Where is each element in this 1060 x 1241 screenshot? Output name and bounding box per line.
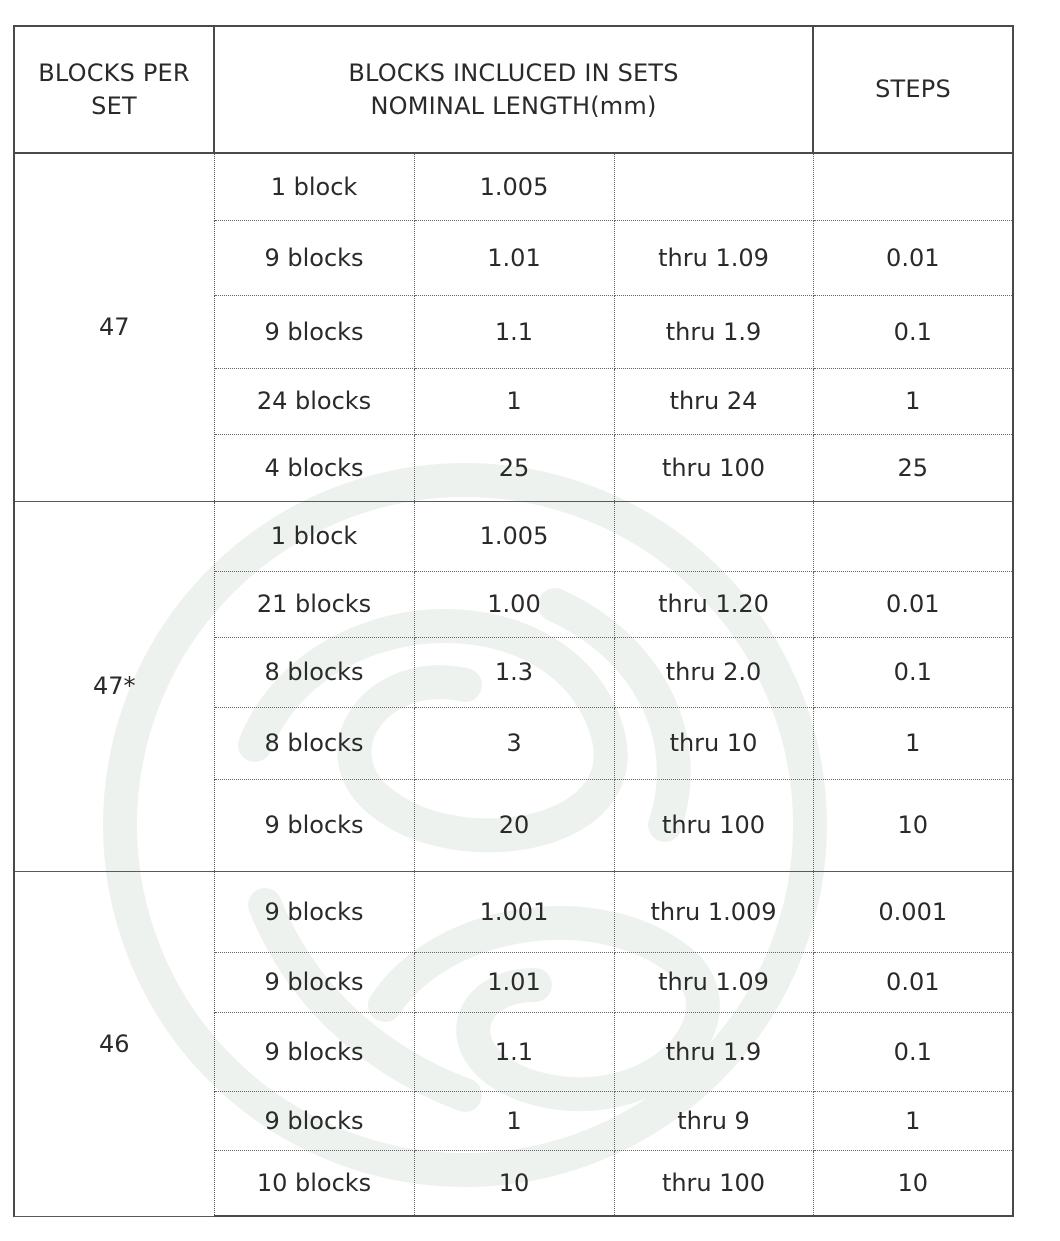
from-cell: 3	[414, 707, 614, 779]
thru-cell: thru 1.09	[614, 220, 813, 295]
blocks-cell: 9 blocks	[214, 295, 414, 368]
set-count-cell: 47	[14, 153, 214, 501]
step-cell: 0.1	[813, 295, 1013, 368]
from-cell: 1.00	[414, 571, 614, 637]
table-header-row	[14, 26, 1013, 153]
thru-cell: thru 1.009	[614, 871, 813, 952]
thru-cell: thru 2.0	[614, 637, 813, 707]
blocks-cell: 1 block	[214, 153, 414, 220]
set-count-cell: 47*	[14, 501, 214, 871]
from-cell: 1.1	[414, 295, 614, 368]
thru-cell: thru 1.20	[614, 571, 813, 637]
blocks-cell: 9 blocks	[214, 1091, 414, 1150]
from-cell: 1	[414, 1091, 614, 1150]
thru-cell: thru 100	[614, 1150, 813, 1216]
from-cell: 1.01	[414, 952, 614, 1012]
from-cell: 10	[414, 1150, 614, 1216]
step-cell: 0.1	[813, 1012, 1013, 1091]
header-blocks-included-line1: BLOCKS INCLUCED IN SETS	[348, 58, 679, 87]
table-row	[14, 501, 1013, 571]
header-blocks-per-set-line2: SET	[91, 91, 137, 120]
thru-cell: thru 24	[614, 368, 813, 434]
from-cell: 1.005	[414, 501, 614, 571]
header-blocks-per-set	[14, 26, 214, 153]
thru-cell: thru 1.09	[614, 952, 813, 1012]
blocks-cell: 9 blocks	[214, 220, 414, 295]
step-cell	[813, 153, 1013, 220]
blocks-cell: 21 blocks	[214, 571, 414, 637]
blocks-cell: 9 blocks	[214, 871, 414, 952]
thru-cell: thru 100	[614, 434, 813, 501]
step-cell: 1	[813, 707, 1013, 779]
blocks-cell: 10 blocks	[214, 1150, 414, 1216]
thru-cell: thru 1.9	[614, 295, 813, 368]
from-cell: 1.001	[414, 871, 614, 952]
thru-cell: thru 100	[614, 779, 813, 871]
step-cell: 0.01	[813, 220, 1013, 295]
step-cell: 10	[813, 779, 1013, 871]
blocks-cell: 9 blocks	[214, 1012, 414, 1091]
blocks-cell: 4 blocks	[214, 434, 414, 501]
thru-cell: thru 1.9	[614, 1012, 813, 1091]
header-blocks-per-set-line1: BLOCKS PER	[38, 58, 190, 87]
table-row	[14, 153, 1013, 220]
from-cell: 1.3	[414, 637, 614, 707]
step-cell: 25	[813, 434, 1013, 501]
step-cell: 1	[813, 368, 1013, 434]
step-cell	[813, 501, 1013, 571]
blocks-cell: 9 blocks	[214, 952, 414, 1012]
thru-cell	[614, 153, 813, 220]
from-cell: 25	[414, 434, 614, 501]
header-blocks-included-line2: NOMINAL LENGTH(mm)	[370, 91, 657, 120]
table-row	[14, 871, 1013, 952]
thru-cell: thru 10	[614, 707, 813, 779]
step-cell: 0.01	[813, 952, 1013, 1012]
thru-cell: thru 9	[614, 1091, 813, 1150]
step-cell: 0.01	[813, 571, 1013, 637]
from-cell: 1.01	[414, 220, 614, 295]
header-steps: STEPS	[813, 26, 1013, 153]
blocks-cell: 8 blocks	[214, 637, 414, 707]
set-count-cell: 46	[14, 871, 214, 1216]
from-cell: 20	[414, 779, 614, 871]
from-cell: 1	[414, 368, 614, 434]
from-cell: 1.005	[414, 153, 614, 220]
step-cell: 10	[813, 1150, 1013, 1216]
from-cell: 1.1	[414, 1012, 614, 1091]
blocks-cell: 24 blocks	[214, 368, 414, 434]
blocks-cell: 8 blocks	[214, 707, 414, 779]
step-cell: 0.001	[813, 871, 1013, 952]
thru-cell	[614, 501, 813, 571]
step-cell: 0.1	[813, 637, 1013, 707]
blocks-cell: 9 blocks	[214, 779, 414, 871]
step-cell: 1	[813, 1091, 1013, 1150]
gauge-block-sets-table	[13, 25, 1014, 1217]
blocks-cell: 1 block	[214, 501, 414, 571]
header-blocks-included	[214, 26, 813, 153]
